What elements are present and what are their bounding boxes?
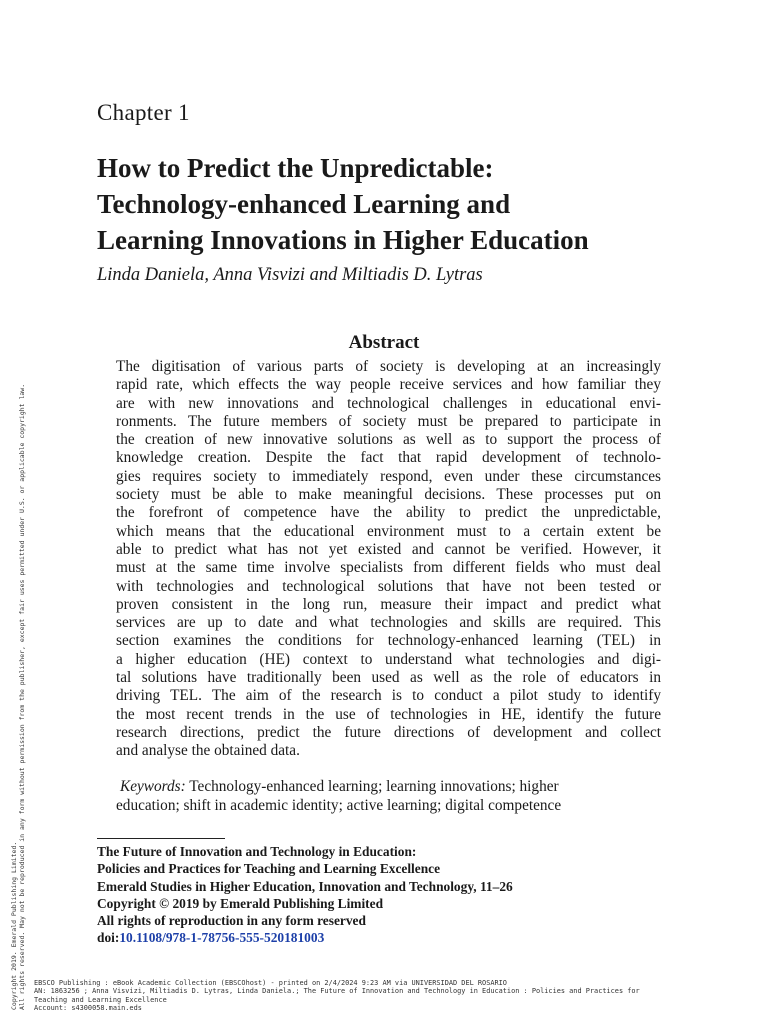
abstract-line: The digitisation of various parts of society is developing at an increasingly <box>116 358 661 375</box>
abstract-line: proven consistent in the long run, measure their impact and predict what <box>116 595 661 613</box>
footer-line: EBSCO Publishing : eBook Academic Collection (EBSCOhost) - printed on 2/4/2024 9:23 AM via UNIVERSIDAD DEL ROSARIO <box>34 979 507 987</box>
abstract-line: knowledge creation. Despite the fact that rapid development of technolo- <box>116 449 661 467</box>
title-line: How to Predict the Unpredictable: <box>97 153 494 183</box>
book-info-line: Emerald Studies in Higher Education, Innovation and Technology, 11–26 <box>97 878 513 894</box>
abstract-line: gies requires society to immediately respond, even under these circumstances <box>116 467 661 485</box>
ebsco-footer <box>34 979 640 1012</box>
abstract-heading: Abstract <box>348 332 420 353</box>
abstract-body <box>116 358 661 761</box>
keywords-label: Keywords: <box>120 778 186 795</box>
abstract-line: services are up to date and what technologies and skills are required. This <box>116 614 661 632</box>
abstract-line: ronments. The future members of society must be prepared to participate in <box>116 412 661 430</box>
doi-label: doi: <box>97 930 120 946</box>
abstract-line: and analyse the obtained data. <box>116 742 300 760</box>
footer-line: AN: 1863256 ; Anna Visvizi, Miltiadis D. Lytras, Linda Daniela.; The Future of Innovation and Technology in Education : Policies and Practices for <box>34 987 640 996</box>
footnote-rule <box>97 838 225 839</box>
abstract-line: the most recent trends in the use of technologies in HE, identify the future <box>116 705 661 723</box>
keywords-line-2: education; shift in academic identity; active learning; digital competence <box>116 797 562 814</box>
authors: Linda Daniela, Anna Visvizi and Miltiadis D. Lytras <box>97 265 483 285</box>
footer-line: Teaching and Learning Excellence <box>34 995 167 1004</box>
abstract-line: are with new innovations and technological challenges in educational envi- <box>116 394 661 412</box>
footer-line: Account: s4300058.main.eds <box>34 1003 142 1012</box>
abstract-line: section examines the conditions for technology-enhanced learning (TEL) in <box>116 632 661 650</box>
doi-line <box>97 929 513 946</box>
book-info <box>97 843 513 947</box>
book-info-line: The Future of Innovation and Technology in Education: <box>97 844 417 859</box>
abstract-line: research directions, predict the future directions of development and collect <box>116 723 661 741</box>
side-copyright-line: All rights reserved. May not be reproduced in any form without permission from the publisher, except fair uses permitted under U.S. or applicable copyright law. <box>18 383 26 1010</box>
keywords <box>116 777 661 815</box>
abstract-line: able to predict what has not yet existed and cannot be verified. However, it <box>116 540 661 558</box>
abstract-line: a higher education (HE) context to understand what technologies and digi- <box>116 650 661 668</box>
side-copyright-line: Copyright 2019. Emerald Publishing Limited. <box>10 841 18 1010</box>
abstract-line: which means that the educational environment must to a certain extent be <box>116 522 661 540</box>
doi-link[interactable]: 10.1108/978-1-78756-555-520181003 <box>119 930 325 946</box>
abstract-line: must at the same time involve specialists from different fields who must deal <box>116 559 661 577</box>
abstract-line: rapid rate, which effects the way people receive services and how familiar they <box>116 376 661 394</box>
side-copyright-notice <box>10 384 26 1010</box>
abstract-line: society must be able to make meaningful decisions. These processes put on <box>116 486 661 504</box>
keywords-text-1: Technology-enhanced learning; learning innovations; higher <box>189 778 559 795</box>
keywords-line-1 <box>116 777 661 796</box>
chapter-label: Chapter 1 <box>97 100 190 125</box>
abstract-line: with technologies and technological solutions that have not been tested or <box>116 577 661 595</box>
book-info-line: Policies and Practices for Teaching and Learning Excellence <box>97 861 441 877</box>
abstract-line: the creation of new innovative solutions as well as to support the process of <box>116 431 661 449</box>
abstract-line: the forefront of competence have the ability to predict the unpredictable, <box>116 504 661 522</box>
title-line: Technology-enhanced Learning and <box>97 189 511 219</box>
title-line: Learning Innovations in Higher Education <box>97 225 589 255</box>
book-info-line: All rights of reproduction in any form reserved <box>97 913 366 929</box>
abstract-line: driving TEL. The aim of the research is to conduct a pilot study to identify <box>116 687 661 705</box>
chapter-title <box>97 150 717 258</box>
book-info-line: Copyright © 2019 by Emerald Publishing Limited <box>97 895 384 911</box>
abstract-line: tal solutions have traditionally been used as well as the role of educators in <box>116 669 661 687</box>
